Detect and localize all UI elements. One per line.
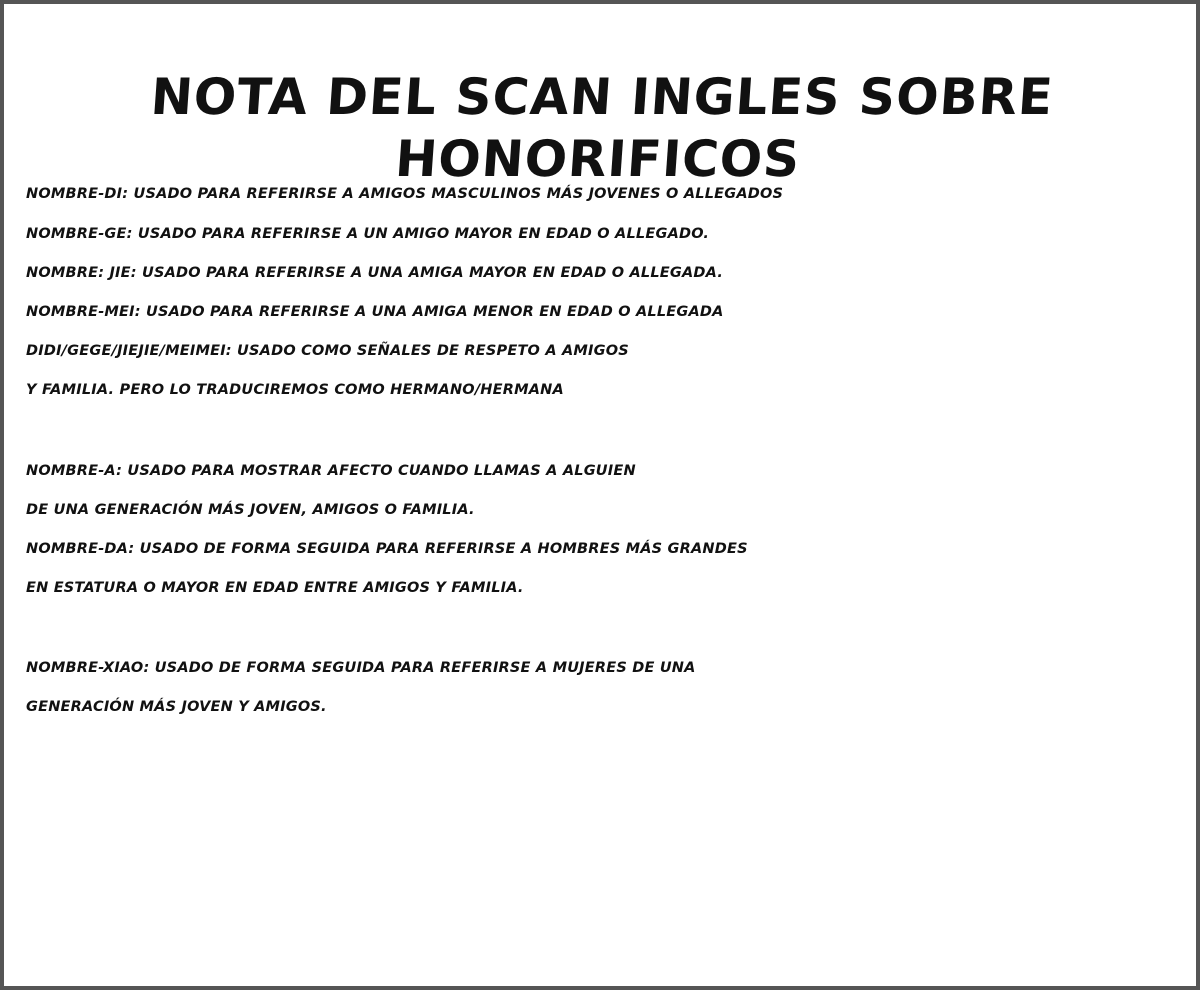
page-title [0,66,1200,190]
honorific-ge-line: NOMBRE-GE: USADO PARA REFERIRSE A UN AMIGO MAYOR EN EDAD O ALLEGADO. [26,226,710,242]
title-line-1: NOTA DEL SCAN INGLES SOBRE [148,67,1056,126]
honorific-di-line: NOMBRE-DI: USADO PARA REFERIRSE A AMIGOS MASCULINOS MÁS JOVENES O ALLEGADOS [26,186,784,202]
honorific-xiao-line-continued: GENERACIÓN MÁS JOVEN Y AMIGOS. [26,699,327,715]
honorific-xiao-line: NOMBRE-XIAO: USADO DE FORMA SEGUIDA PARA REFERIRSE A MUJERES DE UNA [26,660,696,676]
honorific-da-line: NOMBRE-DA: USADO DE FORMA SEGUIDA PARA REFERIRSE A HOMBRES MÁS GRANDES [26,541,748,557]
honorific-da-line-continued: EN ESTATURA O MAYOR EN EDAD ENTRE AMIGOS Y FAMILIA. [26,580,524,596]
honorific-didi-line: DIDI/GEGE/JIEJIE/MEIMEI: USADO COMO SEÑALES DE RESPETO A AMIGOS [26,343,629,359]
honorific-a-line: NOMBRE-A: USADO PARA MOSTRAR AFECTO CUANDO LLAMAS A ALGUIEN [26,463,636,479]
title-line-2: HONORIFICOS [393,129,803,188]
honorific-didi-line-continued: Y FAMILIA. PERO LO TRADUCIREMOS COMO HERMANO/HERMANA [26,382,564,398]
honorific-mei-line: NOMBRE-MEI: USADO PARA REFERIRSE A UNA AMIGA MENOR EN EDAD O ALLEGADA [26,304,724,320]
honorific-jie-line: NOMBRE: JIE: USADO PARA REFERIRSE A UNA AMIGA MAYOR EN EDAD O ALLEGADA. [26,265,724,281]
honorific-a-line-continued: DE UNA GENERACIÓN MÁS JOVEN, AMIGOS O FAMILIA. [26,502,475,518]
